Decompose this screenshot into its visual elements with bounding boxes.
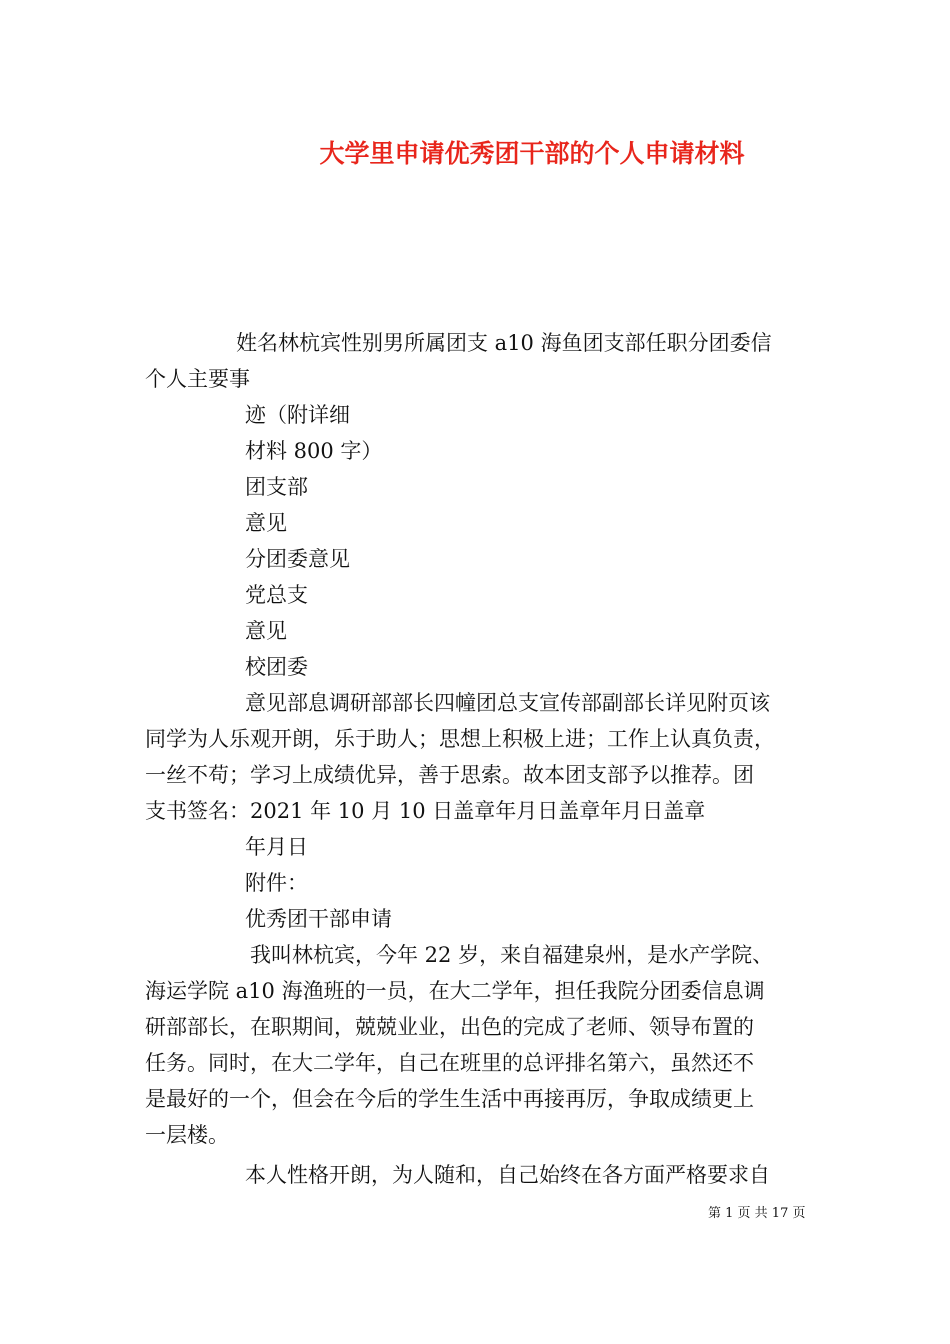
text-line: 意见 — [245, 619, 287, 643]
text-line: 一丝不苟；学习上成绩优异，善于思索。故本团支部予以推荐。团 — [145, 763, 754, 787]
text-line: 团支部 — [245, 475, 308, 499]
text-line: 研部部长，在职期间，兢兢业业，出色的完成了老师、领导布置的 — [145, 1015, 754, 1039]
text-line: 党总支 — [245, 583, 308, 607]
page-number: 第 1 页 共 17 页 — [708, 1206, 806, 1221]
text-line: 姓名林杭宾性别男所属团支 a10 海鱼团支部任职分团委信 — [236, 331, 772, 355]
text-line: 一层楼。 — [145, 1123, 229, 1147]
text-line: 海运学院 a10 海渔班的一员，在大二学年，担任我院分团委信息调 — [145, 979, 765, 1003]
text-line: 年月日 — [245, 835, 308, 859]
text-line: 是最好的一个，但会在今后的学生生活中再接再厉，争取成绩更上 — [145, 1087, 754, 1111]
text-line: 意见 — [245, 511, 287, 535]
text-line: 本人性格开朗，为人随和，自己始终在各方面严格要求自 — [245, 1163, 770, 1187]
text-line: 同学为人乐观开朗，乐于助人；思想上积极上进；工作上认真负责， — [145, 727, 775, 751]
text-line: 分团委意见 — [245, 547, 350, 571]
text-line: 个人主要事 — [145, 367, 250, 391]
text-line: 支书签名：2021 年 10 月 10 日盖章年月日盖章年月日盖章 — [145, 799, 706, 823]
text-line: 我叫林杭宾，今年 22 岁，来自福建泉州，是水产学院、 — [250, 943, 774, 967]
text-line: 优秀团干部申请 — [245, 907, 392, 931]
text-line: 迹（附详细 — [245, 403, 350, 427]
text-line: 意见部息调研部部长四幢团总支宣传部副部长详见附页该 — [245, 691, 770, 715]
text-line: 附件： — [245, 871, 308, 895]
text-line: 任务。同时，在大二学年，自己在班里的总评排名第六，虽然还不 — [145, 1051, 754, 1075]
text-line: 校团委 — [245, 655, 308, 679]
document-title: 大学里申请优秀团干部的个人申请材料 — [319, 139, 745, 168]
text-line: 材料 800 字） — [245, 439, 383, 463]
